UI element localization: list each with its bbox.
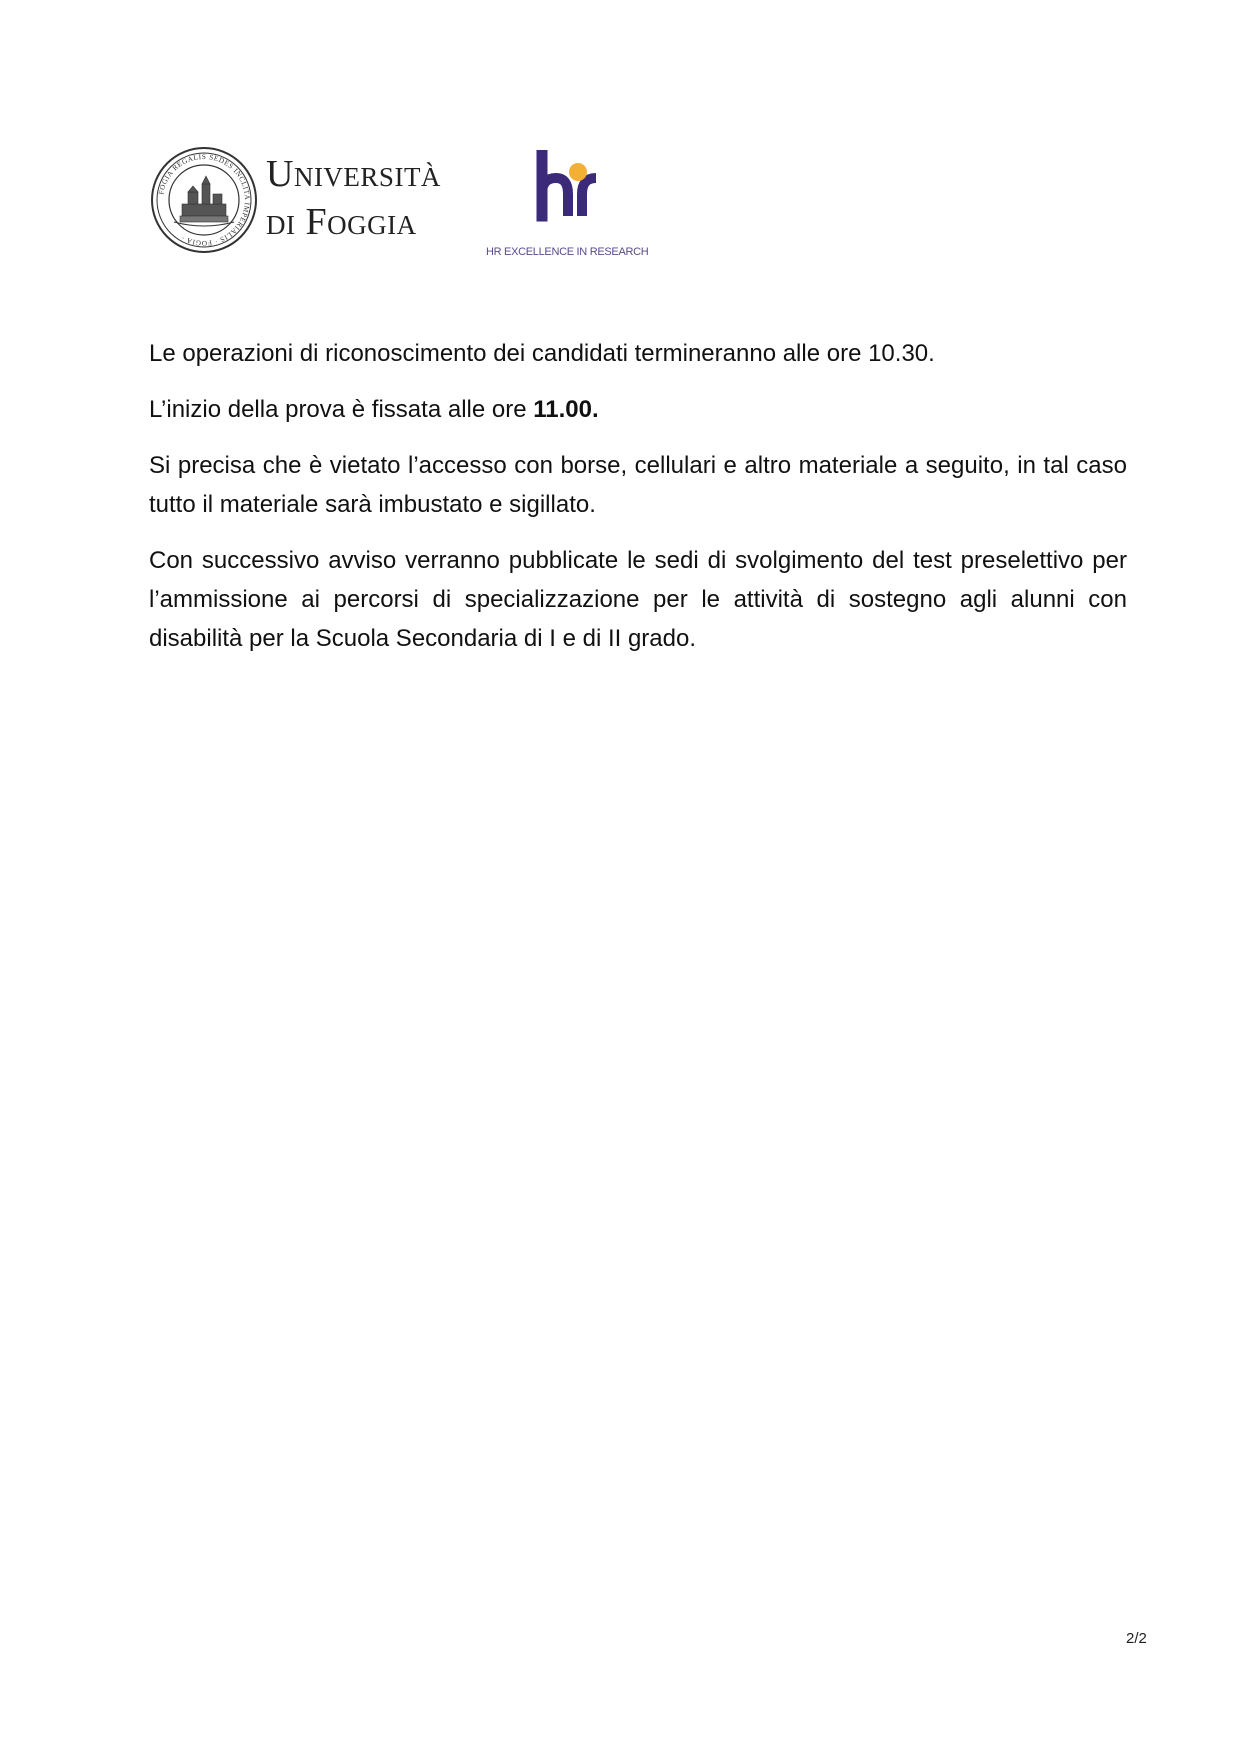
start-time-prefix: L’inizio della prova è fissata alle ore	[149, 396, 534, 423]
university-name-line2: di Foggia	[266, 201, 417, 243]
page-number: 2/2	[1126, 1630, 1147, 1647]
svg-text:FOGIA REGALIS SEDES INCLITA IM: FOGIA REGALIS SEDES INCLITA IMPERIALIS · FOGIA ·	[157, 152, 252, 248]
university-name	[266, 152, 441, 244]
university-seal-icon	[150, 146, 258, 254]
document-body	[149, 334, 1127, 675]
document-header	[150, 144, 670, 264]
paragraph-start-time	[149, 390, 1127, 429]
university-name-line1: Università	[266, 153, 441, 195]
paragraph-recognition-time: Le operazioni di riconoscimento dei candidati termineranno alle ore 10.30.	[149, 340, 935, 367]
hr-logo-icon	[486, 150, 656, 246]
hr-caption: HR EXCELLENCE IN RESEARCH	[486, 246, 649, 258]
paragraph-next-notice: Con successivo avviso verranno pubblicate le sedi di svolgimento del test preselettivo per l’ammissione ai percorsi di specializzazione per le attività di sostegno agli alunni con disabilità per la Scuola Secondaria di I e di II grado.	[149, 547, 1127, 652]
start-time-value: 11.00.	[533, 396, 599, 423]
hr-excellence-logo	[486, 150, 656, 262]
paragraph-access-rules: Si precisa che è vietato l’accesso con borse, cellulari e altro materiale a seguito, in tal caso tutto il materiale sarà imbustato e sigillato.	[149, 452, 1127, 518]
